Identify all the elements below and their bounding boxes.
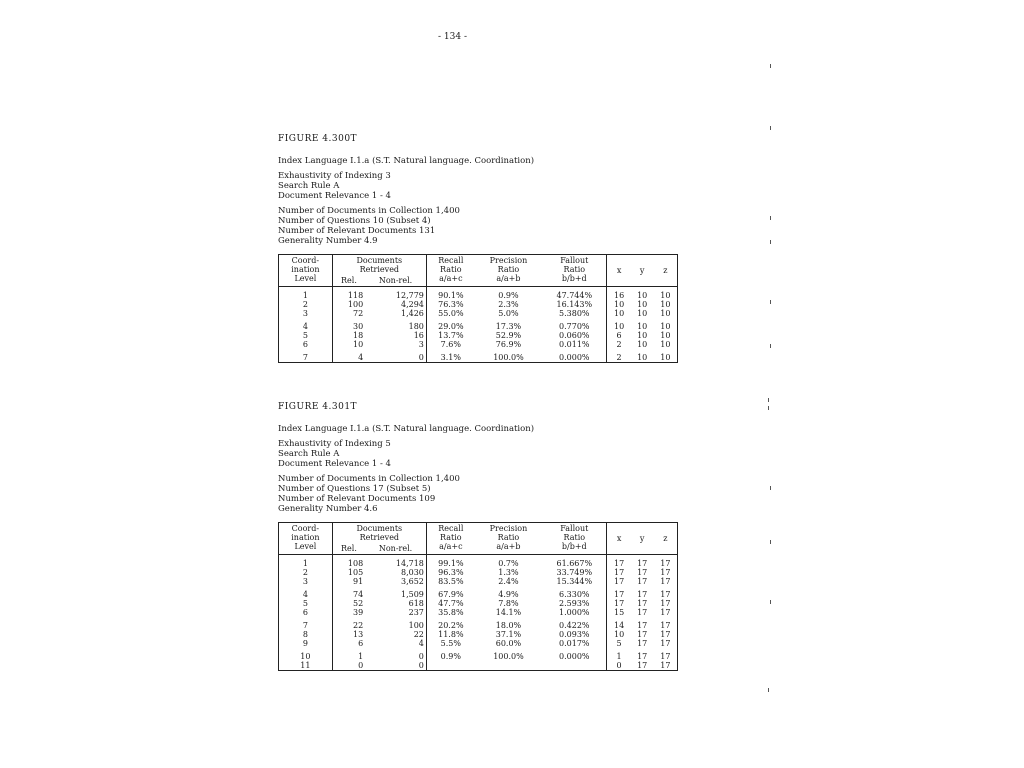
table-row — [279, 639, 678, 648]
header-y: y — [631, 523, 654, 555]
table-cell: 17 — [607, 590, 631, 599]
table-cell: 0 — [332, 661, 365, 671]
table-cell: 5 — [607, 639, 631, 648]
table-cell: 17 — [637, 599, 648, 608]
table-cell: 17 — [654, 559, 678, 568]
table-cell: 2.3% — [498, 300, 519, 309]
table-cell: 13.7% — [426, 331, 474, 340]
table-cell: 0 — [607, 661, 631, 671]
table-cell: 35.8% — [426, 608, 474, 617]
table-cell: 17 — [637, 577, 648, 586]
table-cell: 1,509 — [400, 590, 424, 599]
table-cell: 52.9% — [495, 331, 522, 340]
table-cell: 17 — [607, 568, 631, 577]
table-cell: 61.667% — [556, 559, 593, 568]
scan-mark — [770, 300, 771, 304]
table-cell: 74 — [332, 590, 365, 599]
table-row — [279, 621, 678, 630]
index-language: Index Language I.1.a (S.T. Natural language. Coordination) — [278, 424, 535, 434]
exhaustivity: Exhaustivity of Indexing 3 — [278, 171, 391, 181]
table-cell: 17 — [607, 599, 631, 608]
scan-mark — [768, 688, 769, 692]
table-cell: 16.143% — [556, 300, 593, 309]
table-cell: 29.0% — [426, 322, 474, 331]
table-cell: 2 — [607, 353, 631, 363]
table-cell: 10 — [637, 331, 648, 340]
table-row — [279, 608, 678, 617]
header-z: z — [654, 255, 678, 287]
table-cell: 10 — [637, 300, 648, 309]
table-cell: 17 — [654, 568, 678, 577]
scan-mark — [770, 216, 771, 220]
header-recall-ratio: Recall Ratio a/a+c — [426, 255, 474, 287]
table-cell: 17 — [654, 599, 678, 608]
header-documents-retrieved: Documents Retrieved — [332, 523, 426, 544]
table-row — [279, 331, 678, 340]
table-cell: 10 — [654, 340, 678, 349]
table-cell: 9 — [279, 639, 333, 648]
table-cell: 76.3% — [426, 300, 474, 309]
table-cell: 118 — [332, 291, 365, 300]
table-cell: 12,779 — [395, 291, 424, 300]
document-relevance: Document Relevance 1 - 4 — [278, 459, 391, 469]
table-cell: 180 — [408, 322, 424, 331]
table-cell: 1 — [279, 559, 333, 568]
document-relevance: Document Relevance 1 - 4 — [278, 191, 391, 201]
table-cell: 2.4% — [498, 577, 519, 586]
table-cell: 2 — [279, 568, 333, 577]
header-recall-ratio: Recall Ratio a/a+c — [426, 523, 474, 555]
table-cell: 17 — [654, 608, 678, 617]
table-row — [279, 322, 678, 331]
table-cell: 83.5% — [426, 577, 474, 586]
generality-number: Generality Number 4.6 — [278, 504, 378, 514]
table-cell: 0.093% — [559, 630, 590, 639]
table-cell: 10 — [607, 322, 631, 331]
table-cell: 17 — [637, 639, 648, 648]
num-questions: Number of Questions 17 (Subset 5) — [278, 484, 431, 494]
scan-mark — [770, 540, 771, 544]
table-cell: 10 — [654, 291, 678, 300]
table-cell: 47.744% — [556, 291, 593, 300]
table-cell: 16 — [413, 331, 424, 340]
table-cell: 10 — [637, 309, 648, 318]
num-questions: Number of Questions 10 (Subset 4) — [278, 216, 431, 226]
table-row — [279, 661, 678, 671]
table-cell: 55.0% — [426, 309, 474, 318]
table-cell: 0.011% — [559, 340, 590, 349]
table-cell: 10 — [607, 300, 631, 309]
figure-title: FIGURE 4.301T — [278, 402, 358, 412]
table-cell: 0.000% — [559, 652, 590, 661]
table-row — [279, 568, 678, 577]
table-cell: 17 — [654, 590, 678, 599]
table-cell: 7 — [279, 353, 333, 363]
table-cell: 3 — [279, 577, 333, 586]
table-cell: 0.9% — [426, 652, 474, 661]
table-cell: 33.749% — [556, 568, 593, 577]
table-cell: 10 — [654, 322, 678, 331]
table-cell: 17 — [654, 661, 678, 671]
table-row — [279, 599, 678, 608]
table-cell: 0 — [365, 353, 426, 363]
table-cell: 1 — [332, 652, 365, 661]
table-cell: 6 — [279, 608, 333, 617]
table-cell: 10 — [279, 652, 333, 661]
table-cell: 17 — [654, 630, 678, 639]
table-cell: 17 — [654, 577, 678, 586]
table-cell: 5 — [279, 599, 333, 608]
table-cell: 10 — [607, 630, 631, 639]
table-cell: 4 — [332, 353, 365, 363]
table-cell: 100 — [332, 300, 365, 309]
table-cell: 237 — [408, 608, 424, 617]
header-coordination-level: Coord- ination Level — [279, 523, 333, 555]
table-cell: 618 — [408, 599, 424, 608]
table-cell: 99.1% — [426, 559, 474, 568]
table-cell: 2 — [279, 300, 333, 309]
table-cell: 105 — [332, 568, 365, 577]
figure-title: FIGURE 4.300T — [278, 134, 358, 144]
table-cell: 17.3% — [495, 322, 522, 331]
table-cell: 17 — [637, 652, 648, 661]
page-number: - 134 - — [438, 32, 467, 42]
table-cell: 17 — [637, 630, 648, 639]
table-cell: 11.8% — [426, 630, 474, 639]
table-cell: 17 — [654, 652, 678, 661]
table-cell: 10 — [637, 340, 648, 349]
header-fallout-ratio: Fallout Ratio b/b+d — [542, 255, 607, 287]
table-cell: 2 — [607, 340, 631, 349]
table-cell: 17 — [637, 608, 648, 617]
table-cell: 17 — [637, 590, 648, 599]
table-cell: 1 — [607, 652, 631, 661]
table-cell: 10 — [631, 353, 654, 363]
table-cell: 0.060% — [559, 331, 590, 340]
table-cell: 8,030 — [400, 568, 424, 577]
table-cell: 17 — [637, 559, 648, 568]
table-cell: 0.7% — [498, 559, 519, 568]
table-cell: 100 — [408, 621, 424, 630]
table-cell: 10 — [654, 331, 678, 340]
table-cell: 22 — [413, 630, 424, 639]
num-relevant: Number of Relevant Documents 109 — [278, 494, 436, 504]
header-precision-ratio: Precision Ratio a/a+b — [475, 255, 542, 287]
table-cell: 10 — [654, 353, 678, 363]
header-precision-ratio: Precision Ratio a/a+b — [475, 523, 542, 555]
table-cell: 13 — [332, 630, 365, 639]
table-cell: 7.8% — [498, 599, 519, 608]
table-cell: 0.9% — [498, 291, 519, 300]
table-cell: 96.3% — [426, 568, 474, 577]
table-cell: 100.0% — [493, 652, 524, 661]
table-cell: 1.3% — [498, 568, 519, 577]
header-z: z — [654, 523, 678, 555]
table-cell: 11 — [279, 661, 333, 671]
table-cell: 0 — [365, 661, 426, 671]
table-cell: 8 — [279, 630, 333, 639]
table-cell: 17 — [637, 568, 648, 577]
table-cell: 90.1% — [426, 291, 474, 300]
table-cell: 6 — [607, 331, 631, 340]
table-cell: 0 — [418, 652, 424, 661]
table-cell: 10 — [637, 322, 648, 331]
table-row — [279, 559, 678, 568]
table-cell: 5 — [279, 331, 333, 340]
table-cell: 3.1% — [426, 353, 474, 363]
table-row — [279, 590, 678, 599]
table-cell: 22 — [332, 621, 365, 630]
table-cell: 10 — [332, 340, 365, 349]
table-cell: 18.0% — [495, 621, 522, 630]
results-table — [278, 254, 678, 363]
table-row — [279, 353, 678, 363]
table-cell: 0.017% — [559, 639, 590, 648]
table-row — [279, 340, 678, 349]
table-cell: 10 — [654, 309, 678, 318]
table-cell — [542, 661, 607, 671]
header-y: y — [631, 255, 654, 287]
figure-4-301t — [278, 402, 680, 671]
scan-mark — [770, 240, 771, 244]
scan-mark — [770, 126, 771, 130]
header-rel: Rel. — [332, 543, 365, 555]
figure-4-300t — [278, 134, 680, 363]
table-cell: 91 — [332, 577, 365, 586]
table-cell: 3 — [279, 309, 333, 318]
table-cell: 4 — [279, 590, 333, 599]
table-cell: 10 — [637, 291, 648, 300]
table-cell: 60.0% — [495, 639, 522, 648]
table-cell: 52 — [332, 599, 365, 608]
table-cell: 6 — [332, 639, 365, 648]
table-row — [279, 309, 678, 318]
table-cell: 47.7% — [426, 599, 474, 608]
scan-mark — [770, 600, 771, 604]
table-cell: 1.000% — [559, 608, 590, 617]
scan-mark — [770, 344, 771, 348]
table-cell: 1 — [279, 291, 333, 300]
header-nonrel: Non-rel. — [365, 275, 426, 287]
table-cell: 6.330% — [559, 590, 590, 599]
table-cell: 14,718 — [395, 559, 424, 568]
table-cell: 72 — [332, 309, 365, 318]
table-cell: 76.9% — [495, 340, 522, 349]
header-coordination-level: Coord- ination Level — [279, 255, 333, 287]
exhaustivity: Exhaustivity of Indexing 5 — [278, 439, 391, 449]
num-documents: Number of Documents in Collection 1,400 — [278, 206, 460, 216]
table-row — [279, 630, 678, 639]
table-cell: 7 — [279, 621, 333, 630]
header-nonrel: Non-rel. — [365, 543, 426, 555]
table-cell: 4.9% — [498, 590, 519, 599]
num-documents: Number of Documents in Collection 1,400 — [278, 474, 460, 484]
table-cell: 18 — [332, 331, 365, 340]
table-cell: 16 — [607, 291, 631, 300]
table-cell: 17 — [607, 577, 631, 586]
table-cell: 10 — [607, 309, 631, 318]
table-row — [279, 300, 678, 309]
search-rule: Search Rule A — [278, 449, 340, 459]
table-cell: 17 — [607, 559, 631, 568]
header-rel: Rel. — [332, 275, 365, 287]
search-rule: Search Rule A — [278, 181, 340, 191]
table-cell: 3,652 — [400, 577, 424, 586]
table-cell: 10 — [654, 300, 678, 309]
table-cell: 17 — [631, 661, 654, 671]
num-relevant: Number of Relevant Documents 131 — [278, 226, 436, 236]
table-cell: 30 — [332, 322, 365, 331]
table-cell: 14 — [607, 621, 631, 630]
scan-mark — [768, 398, 769, 402]
table-cell: 17 — [654, 621, 678, 630]
table-row — [279, 577, 678, 586]
table-cell — [475, 661, 542, 671]
scan-mark — [770, 64, 771, 68]
table-cell: 3 — [418, 340, 424, 349]
table-cell: 2.593% — [559, 599, 590, 608]
table-cell: 15.344% — [556, 577, 593, 586]
table-cell: 4,294 — [400, 300, 424, 309]
table-row — [279, 291, 678, 300]
table-cell: 1,426 — [400, 309, 424, 318]
table-cell: 17 — [654, 639, 678, 648]
table-cell: 17 — [637, 621, 648, 630]
generality-number: Generality Number 4.9 — [278, 236, 378, 246]
table-cell: 6 — [279, 340, 333, 349]
table-cell: 14.1% — [495, 608, 522, 617]
scan-mark — [768, 406, 769, 410]
header-fallout-ratio: Fallout Ratio b/b+d — [542, 523, 607, 555]
table-cell: 0.770% — [559, 322, 590, 331]
index-language: Index Language I.1.a (S.T. Natural language. Coordination) — [278, 156, 535, 166]
table-cell: 5.0% — [498, 309, 519, 318]
table-cell: 108 — [332, 559, 365, 568]
table-cell: 100.0% — [475, 353, 542, 363]
table-cell: 5.380% — [559, 309, 590, 318]
table-cell: 4 — [279, 322, 333, 331]
table-cell: 0.422% — [559, 621, 590, 630]
results-table — [278, 522, 678, 671]
table-cell: 15 — [607, 608, 631, 617]
table-cell: 39 — [332, 608, 365, 617]
scan-mark — [770, 486, 771, 490]
table-cell: 37.1% — [495, 630, 522, 639]
table-cell — [426, 661, 474, 671]
table-cell: 0.000% — [542, 353, 607, 363]
table-cell: 67.9% — [426, 590, 474, 599]
table-cell: 20.2% — [426, 621, 474, 630]
table-cell: 5.5% — [426, 639, 474, 648]
header-x: x — [607, 523, 631, 555]
table-row — [279, 652, 678, 661]
table-cell: 4 — [418, 639, 424, 648]
table-cell: 7.6% — [426, 340, 474, 349]
header-x: x — [607, 255, 631, 287]
header-documents-retrieved: Documents Retrieved — [332, 255, 426, 276]
